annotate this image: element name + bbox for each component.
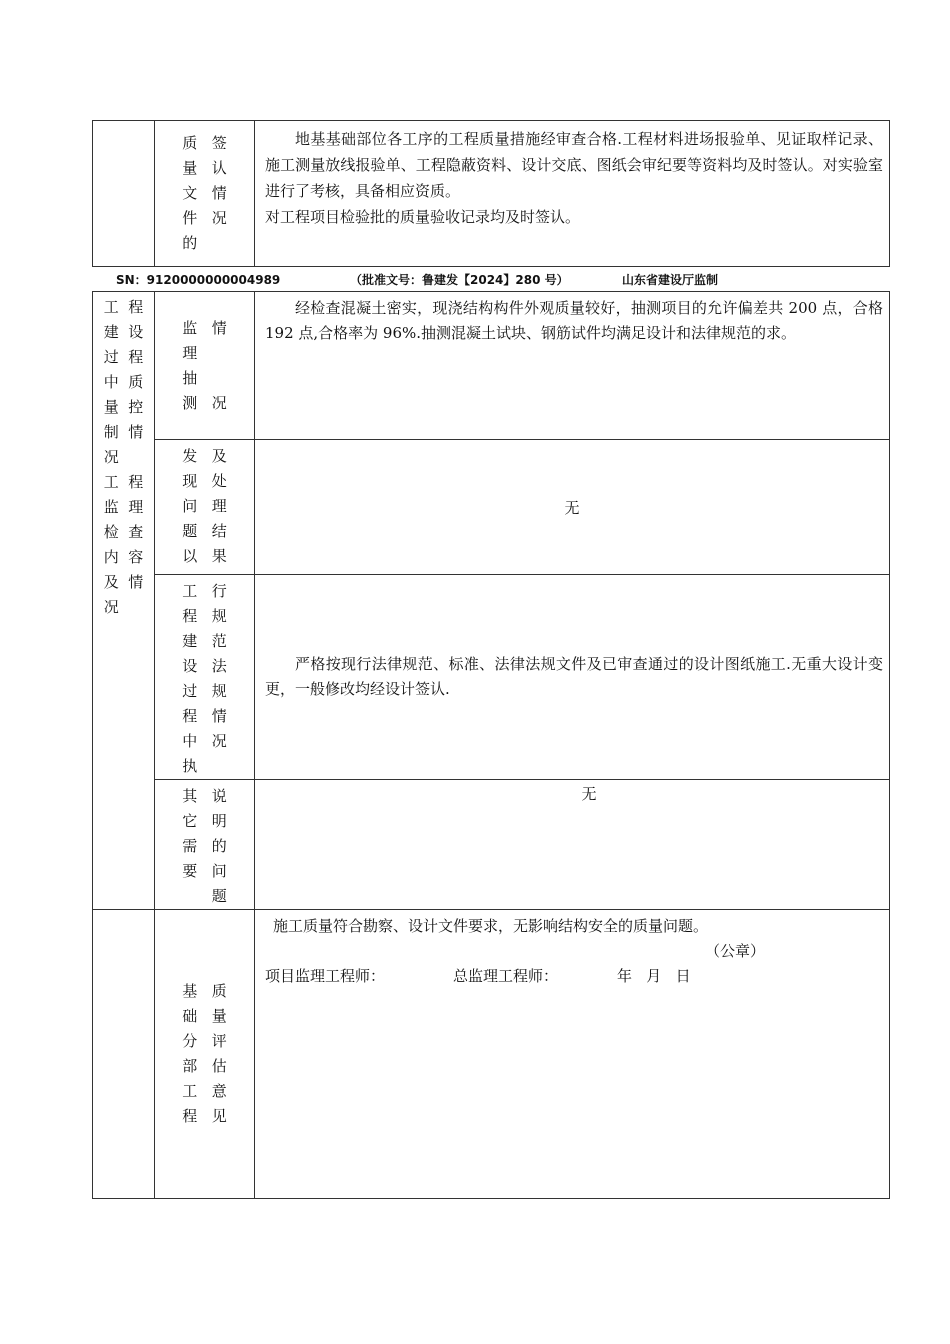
issuer: 山东省建设厅监制 bbox=[622, 273, 719, 287]
label-char: 测 bbox=[182, 394, 198, 412]
heading-char: 况 bbox=[103, 598, 119, 616]
label-char: 监 bbox=[182, 319, 198, 337]
label-char: 以 bbox=[182, 547, 198, 565]
label-char: 程 bbox=[182, 707, 198, 725]
label-char: 中 bbox=[182, 732, 198, 750]
content-cell bbox=[255, 292, 890, 440]
label-char: 估 bbox=[211, 1057, 227, 1075]
label-char: 况 bbox=[211, 732, 227, 750]
label-char: 文 bbox=[182, 184, 198, 202]
label-char: 础 bbox=[182, 1007, 198, 1025]
label-char: 题 bbox=[182, 522, 198, 540]
label-char: 况 bbox=[211, 209, 227, 227]
label-char: 部 bbox=[182, 1057, 198, 1075]
assessment-text: 施工质量符合勘察、设计文件要求，无影响结构安全的质量问题。 bbox=[273, 917, 709, 935]
content-cell bbox=[255, 780, 890, 910]
label-char: 量 bbox=[182, 159, 198, 177]
label-char: 结 bbox=[211, 522, 227, 540]
label-char: 行 bbox=[211, 582, 227, 600]
label-char: 质 bbox=[182, 134, 198, 152]
label-char: 需 bbox=[182, 837, 198, 855]
label-cell bbox=[155, 292, 255, 440]
content-cell bbox=[255, 440, 890, 575]
label-char: 件 bbox=[182, 209, 198, 227]
label-char: 签 bbox=[211, 134, 227, 152]
empty-left-cell bbox=[93, 910, 155, 1199]
chief-engineer-label: 总监理工程师： bbox=[453, 967, 559, 985]
heading-char: 情 bbox=[128, 423, 144, 441]
label-char: 它 bbox=[182, 812, 198, 830]
label-char: 见 bbox=[211, 1107, 227, 1125]
heading-char: 中 bbox=[103, 373, 119, 391]
content-cell bbox=[255, 910, 890, 1199]
label-char: 质 bbox=[211, 982, 227, 1000]
content-cell bbox=[255, 575, 890, 780]
label-cell bbox=[155, 440, 255, 575]
heading-char: 及 bbox=[103, 573, 119, 591]
label-cell bbox=[155, 121, 255, 267]
heading-char: 工 bbox=[103, 298, 119, 316]
label-char: 规 bbox=[211, 682, 227, 700]
heading-char: 查 bbox=[128, 523, 144, 541]
heading-char: 建 bbox=[103, 323, 119, 341]
label-char: 及 bbox=[211, 447, 227, 465]
label-char: 基 bbox=[182, 982, 198, 1000]
heading-char: 理 bbox=[128, 498, 144, 516]
heading-char: 监 bbox=[103, 498, 119, 516]
label-char: 分 bbox=[182, 1032, 198, 1050]
label-char: 认 bbox=[211, 159, 227, 177]
label-char: 理 bbox=[211, 497, 227, 515]
heading-char: 质 bbox=[128, 373, 144, 391]
heading-char: 过 bbox=[103, 348, 119, 366]
approval-number: （批准文号：鲁建发【2024】280 号） bbox=[350, 273, 569, 287]
heading-char: 检 bbox=[103, 523, 119, 541]
seal-text: （公章） bbox=[705, 942, 766, 960]
heading-char: 程 bbox=[128, 298, 144, 316]
project-engineer-label: 项目监理工程师： bbox=[265, 967, 386, 985]
left-heading-cell bbox=[93, 292, 155, 910]
label-char: 处 bbox=[211, 472, 227, 490]
label-cell bbox=[155, 780, 255, 910]
label-char: 工 bbox=[182, 1082, 198, 1100]
paragraph: 经检查混凝土密实，现浇结构构件外观质量较好，抽测项目的允许偏差共 200 点，合格 192 点,合格率为 96%.抽测混凝土试块、钢筋试件均满足设计和法律规范的求。 bbox=[265, 299, 883, 342]
label-char: 量 bbox=[211, 1007, 227, 1025]
label-char: 的 bbox=[182, 234, 198, 252]
label-char: 说 bbox=[211, 787, 227, 805]
label-char: 过 bbox=[182, 682, 198, 700]
label-cell bbox=[155, 910, 255, 1199]
label-char: 情 bbox=[211, 184, 227, 202]
paragraph: 对工程项目检验批的质量验收记录均及时签认。 bbox=[265, 208, 581, 226]
none-text: 无 bbox=[564, 498, 580, 517]
label-char: 程 bbox=[182, 1107, 198, 1125]
label-char: 建 bbox=[182, 632, 198, 650]
quality-sign-table bbox=[92, 120, 890, 267]
label-char: 工 bbox=[182, 582, 198, 600]
footer bbox=[92, 269, 890, 289]
label-char: 情 bbox=[211, 319, 227, 337]
label-char: 意 bbox=[211, 1082, 227, 1100]
heading-char: 工 bbox=[103, 473, 119, 491]
label-char: 执 bbox=[182, 757, 198, 775]
heading-char: 设 bbox=[128, 323, 144, 341]
content-cell bbox=[255, 121, 890, 267]
label-char: 的 bbox=[211, 837, 227, 855]
label-char: 抽 bbox=[182, 369, 198, 387]
label-char: 现 bbox=[182, 472, 198, 490]
paragraph: 地基基础部位各工序的工程质量措施经审查合格.工程材料进场报验单、见证取样记录、施工测量放线报验单、工程隐蔽资料、设计交底、图纸会审纪要等资料均及时签认。对实验室进行了考核，具备相应资质。 bbox=[265, 130, 883, 200]
empty-left-cell bbox=[93, 121, 155, 267]
label-char: 理 bbox=[182, 344, 198, 362]
label-char: 法 bbox=[211, 657, 227, 675]
heading-char: 情 bbox=[128, 573, 144, 591]
label-char: 其 bbox=[182, 787, 198, 805]
heading-char: 程 bbox=[128, 473, 144, 491]
label-char: 规 bbox=[211, 607, 227, 625]
heading-char: 量 bbox=[103, 398, 119, 416]
date-label: 年 月 日 bbox=[617, 967, 691, 985]
label-char: 范 bbox=[211, 632, 227, 650]
none-text: 无 bbox=[581, 785, 597, 803]
label-char: 程 bbox=[182, 607, 198, 625]
heading-char: 况 bbox=[103, 448, 119, 466]
inspection-table bbox=[92, 291, 890, 1199]
heading-char: 容 bbox=[128, 548, 144, 566]
label-char: 问 bbox=[211, 862, 227, 880]
serial-number: SN：9120000000004989 bbox=[116, 273, 281, 287]
label-char: 题 bbox=[211, 887, 227, 905]
label-char: 发 bbox=[182, 447, 198, 465]
label-char: 设 bbox=[182, 657, 198, 675]
paragraph: 严格按现行法律规范、标准、法律法规文件及已审查通过的设计图纸施工.无重大设计变更，一般修改均经设计签认. bbox=[265, 655, 883, 698]
label-char: 明 bbox=[211, 812, 227, 830]
heading-char: 控 bbox=[128, 398, 144, 416]
label-char: 要 bbox=[182, 862, 198, 880]
label-char: 果 bbox=[211, 547, 227, 565]
label-char: 评 bbox=[211, 1032, 227, 1050]
heading-char: 制 bbox=[103, 423, 119, 441]
label-char: 况 bbox=[211, 394, 227, 412]
heading-char: 程 bbox=[128, 348, 144, 366]
label-cell bbox=[155, 575, 255, 780]
heading-char: 内 bbox=[103, 548, 119, 566]
label-char: 问 bbox=[182, 497, 198, 515]
label-char: 情 bbox=[211, 707, 227, 725]
